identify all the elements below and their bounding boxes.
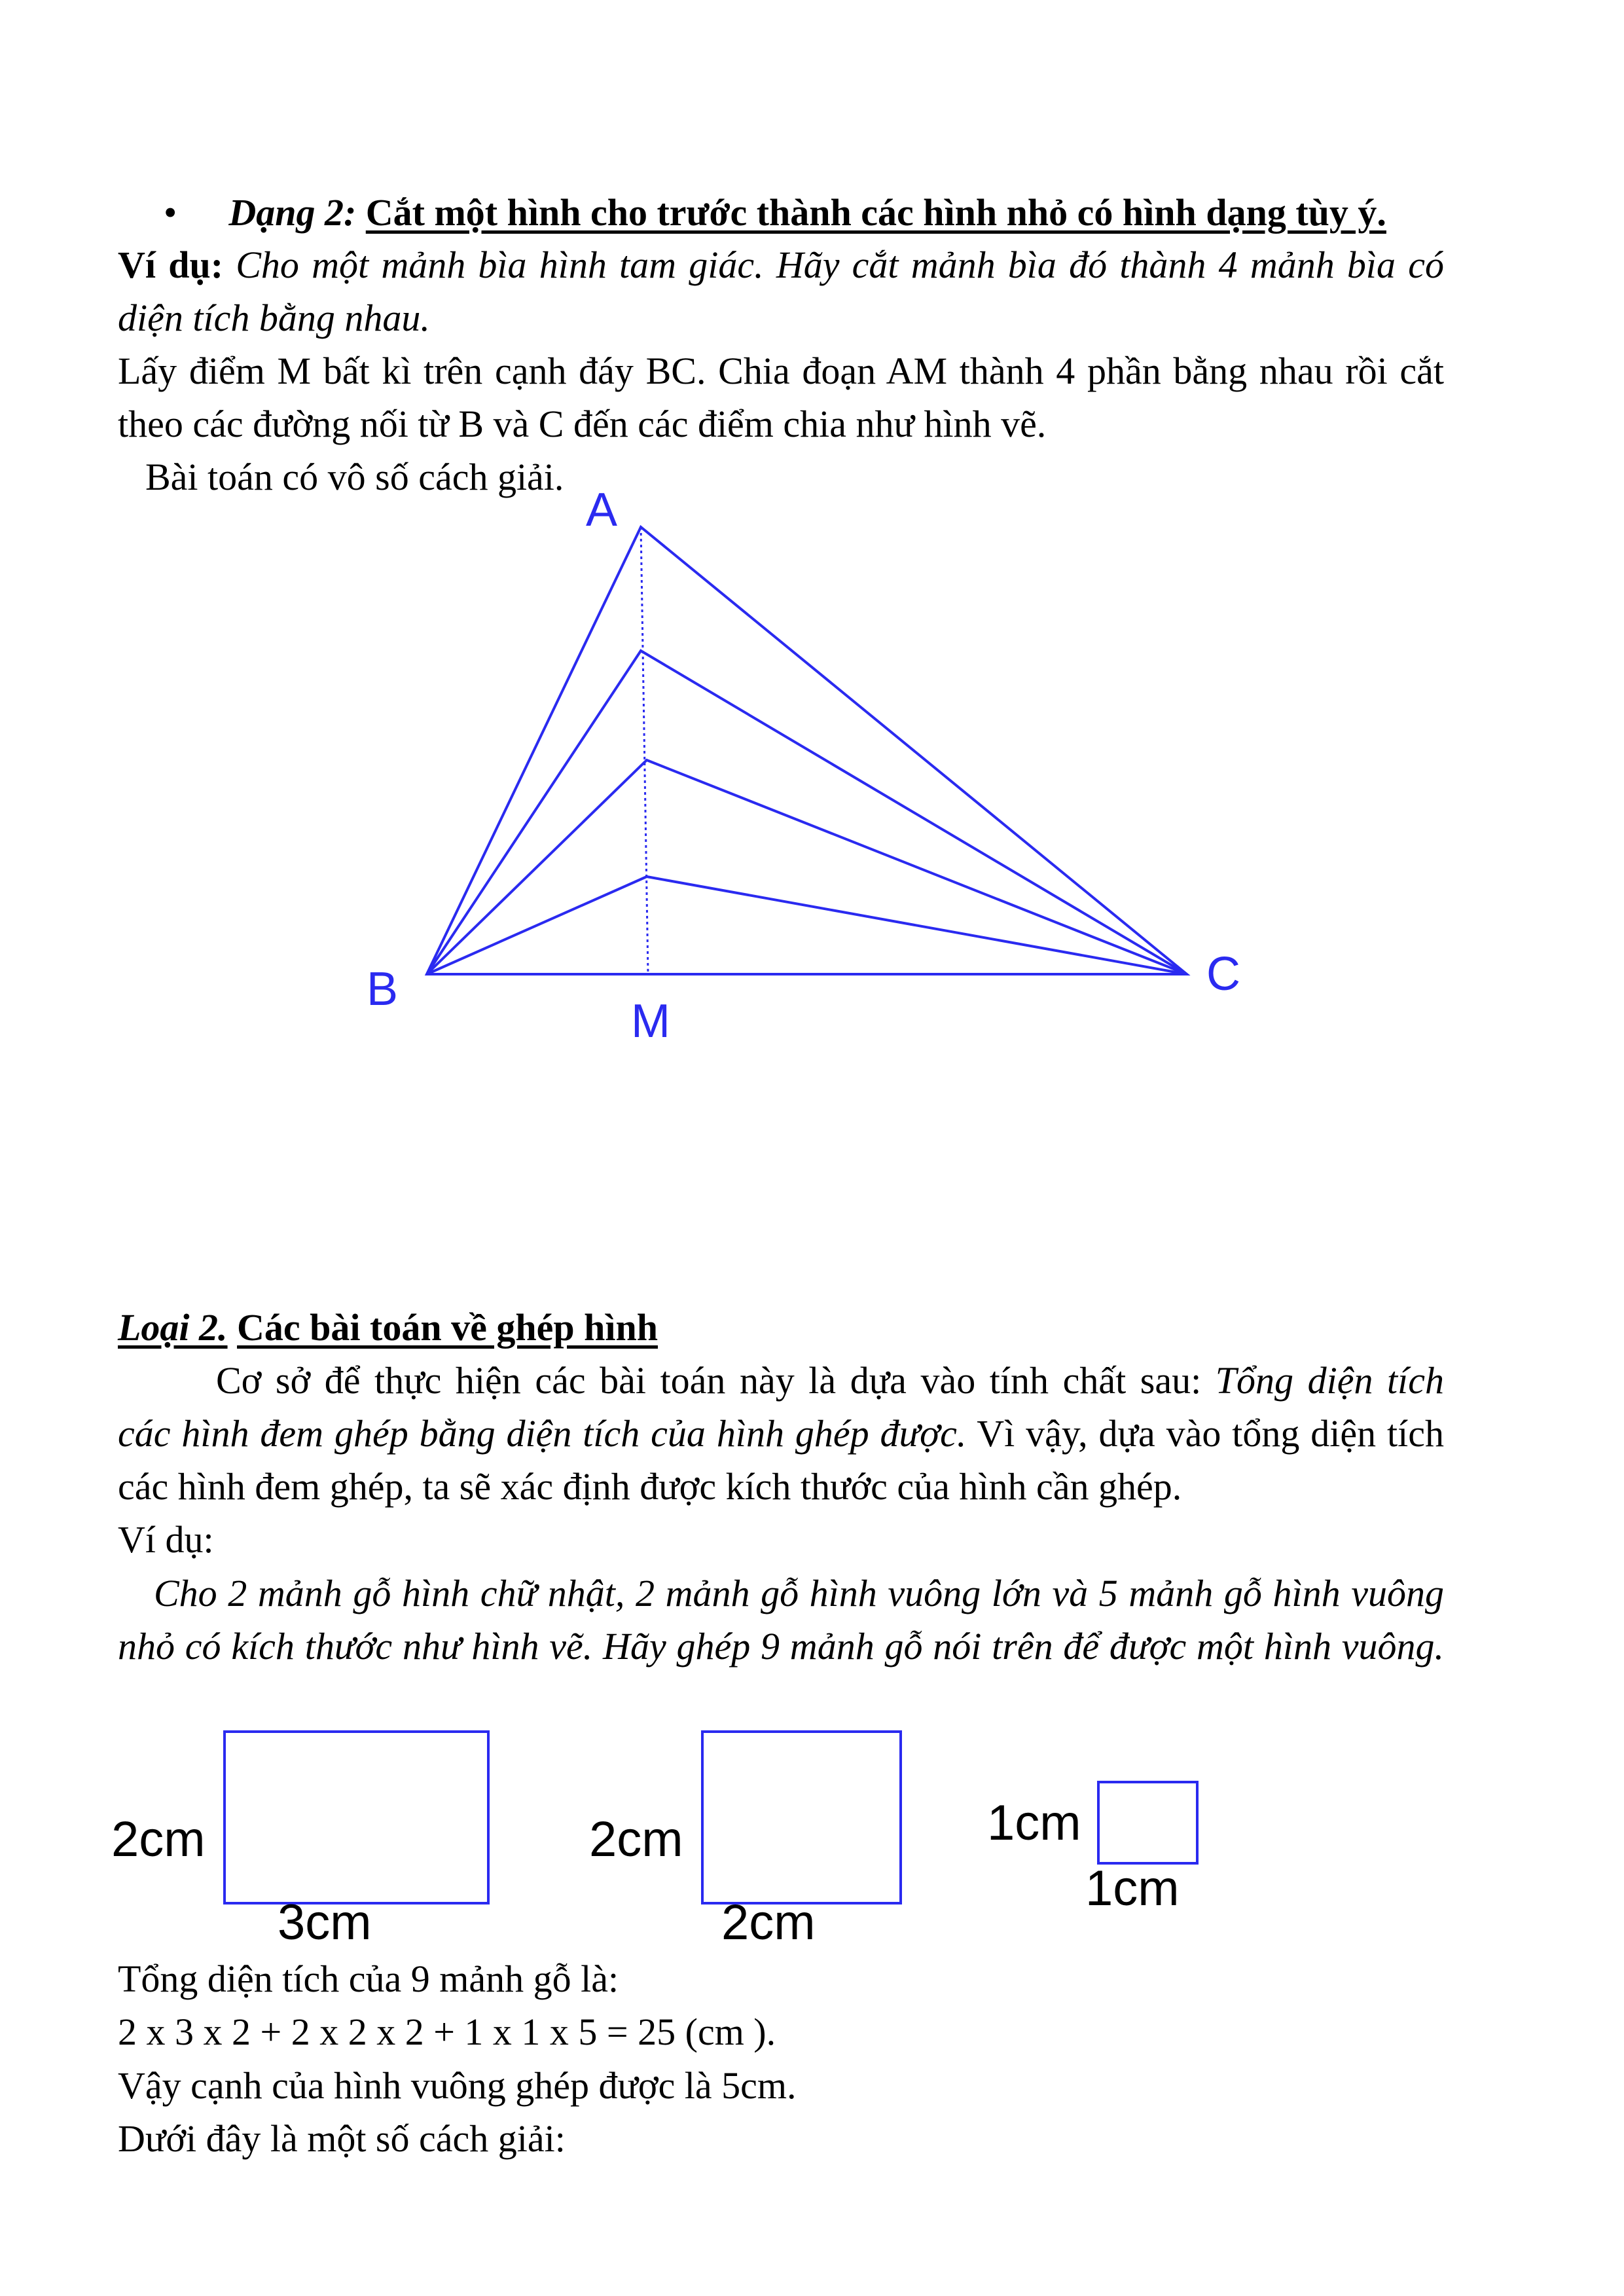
method-line-2: theo các đường nối từ B và C đến các điểm chia như hình vẽ. bbox=[118, 403, 1047, 445]
solution-line-3: Vậy cạnh của hình vuông ghép được là 5cm. bbox=[118, 2064, 797, 2107]
segment-am bbox=[641, 527, 648, 974]
small-square-width-label: 1cm bbox=[1085, 1861, 1180, 1916]
label-c: C bbox=[1206, 948, 1240, 1000]
problem-line-1: Cho 2 mảnh gỗ hình chữ nhật, 2 mảnh gỗ hình vuông lớn và 5 mảnh gỗ hình vuông bbox=[154, 1572, 1444, 1614]
label-m: M bbox=[631, 995, 670, 1048]
rectangle-piece bbox=[225, 1732, 488, 1903]
heading-title: Cắt một hình cho trước thành các hình nhỏ có hình dạng tùy ý. bbox=[365, 191, 1386, 234]
cut-line-3 bbox=[427, 877, 1187, 974]
heading-prefix: Dạng 2: bbox=[228, 191, 357, 234]
problem-line-2: nhỏ có kích thước như hình vẽ. Hãy ghép 9 mảnh gỗ nói trên để được một hình vuông. bbox=[118, 1625, 1444, 1667]
section2-heading bbox=[118, 1305, 658, 1351]
example-line-2: diện tích bằng nhau. bbox=[118, 297, 430, 339]
small-square-piece bbox=[1098, 1782, 1197, 1863]
section2-prefix: Loại 2. bbox=[118, 1306, 228, 1349]
label-b: B bbox=[367, 963, 399, 1015]
example-label-2: Ví dụ: bbox=[118, 1518, 214, 1561]
cut-line-2 bbox=[427, 760, 1187, 974]
large-square-height-label: 2cm bbox=[589, 1812, 683, 1867]
cut-line-1 bbox=[427, 651, 1187, 974]
example-text: Cho một mảnh bìa hình tam giác. Hãy cắt mảnh bìa đó thành 4 mảnh bìa có bbox=[236, 244, 1444, 286]
example-label: Ví dụ: bbox=[118, 244, 224, 286]
para-line-3: các hình đem ghép, ta sẽ xác định được kích thước của hình cần ghép. bbox=[118, 1465, 1182, 1508]
rect-width-label: 3cm bbox=[278, 1895, 372, 1950]
large-square-piece bbox=[702, 1732, 901, 1903]
para-line-1 bbox=[118, 1358, 1444, 1404]
section2-title: Các bài toán về ghép hình bbox=[237, 1306, 659, 1349]
solution-line-4: Dưới đây là một số cách giải: bbox=[118, 2117, 566, 2160]
para-italic: Tổng diện tích bbox=[1215, 1359, 1445, 1402]
small-square-height-label: 1cm bbox=[987, 1795, 1081, 1851]
method-line-1: Lấy điểm M bất kì trên cạnh đáy BC. Chia đoạn AM thành 4 phần bằng nhau rồi cắt bbox=[118, 350, 1444, 392]
triangle-diagram bbox=[427, 527, 1187, 974]
para-italic: các hình đem ghép bằng diện tích của hình ghép được. bbox=[118, 1412, 967, 1455]
solution-line-2: 2 x 3 x 2 + 2 x 2 x 2 + 1 x 1 x 5 = 25 (cm ). bbox=[118, 2011, 776, 2053]
rect-height-label: 2cm bbox=[111, 1812, 206, 1867]
para-text: Cơ sở để thực hiện các bài toán này là dựa vào tính chất sau: bbox=[216, 1359, 1202, 1402]
para-line-2 bbox=[118, 1411, 1444, 1457]
label-a: A bbox=[586, 484, 618, 536]
para-text: Vì vậy, dựa vào tổng diện tích bbox=[977, 1412, 1445, 1455]
large-square-width-label: 2cm bbox=[721, 1895, 816, 1950]
solution-line-1: Tổng diện tích của 9 mảnh gỗ là: bbox=[118, 1958, 619, 2000]
bullet: • bbox=[164, 191, 177, 234]
note: Bài toán có vô số cách giải. bbox=[145, 456, 564, 498]
